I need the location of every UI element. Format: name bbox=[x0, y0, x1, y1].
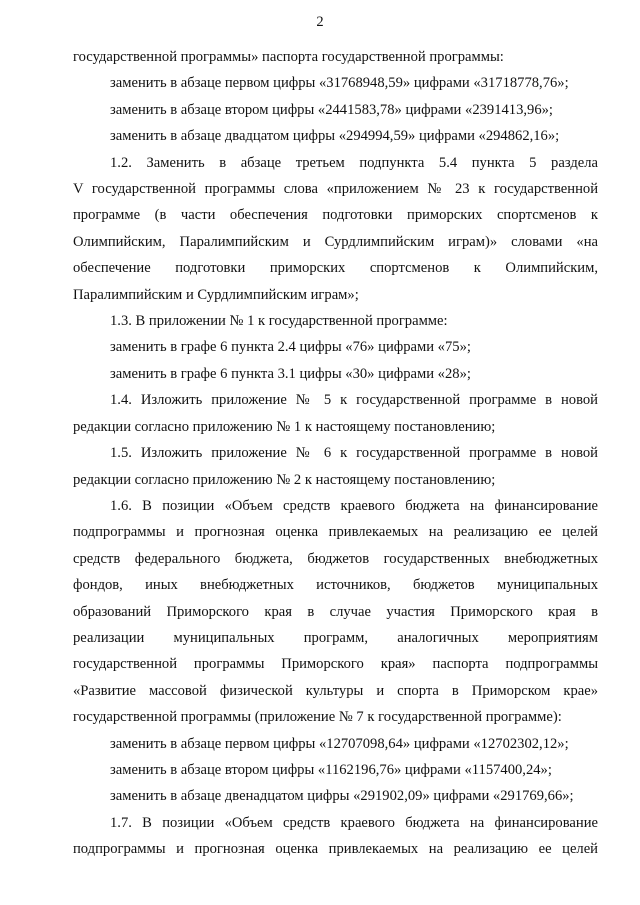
paragraph-replace-first-sub bbox=[73, 731, 598, 757]
paragraph-1-5 bbox=[73, 440, 598, 493]
text-line: 1.2. Заменить в абзаце третьем подпункта 5.4 пункта 5 раздела bbox=[110, 154, 598, 171]
paragraph-1-2 bbox=[73, 150, 598, 308]
text-line: V государственной программы слова «приложением № 23 к государственной bbox=[73, 181, 598, 198]
paragraph-replace-second-sub bbox=[73, 757, 598, 783]
text-line: заменить в абзаце первом цифры «31768948,59» цифрами «31718778,76»; bbox=[110, 75, 569, 92]
text-line: заменить в абзаце двадцатом цифры «294994,59» цифрами «294862,16»; bbox=[110, 128, 560, 145]
text-line: редакции согласно приложению № 1 к настоящему постановлению; bbox=[73, 418, 496, 435]
text-line: подпрограммы и прогнозная оценка привлекаемых на реализацию ее целей bbox=[73, 524, 598, 541]
text-line: подпрограммы и прогнозная оценка привлекаемых на реализацию ее целей bbox=[73, 841, 598, 858]
text-line: государственной программы Приморского края» паспорта подпрограммы bbox=[73, 656, 598, 673]
text-line: реализации муниципальных программ, аналогичных мероприятиям bbox=[73, 629, 598, 646]
text-line: 1.5. Изложить приложение № 6 к государственной программе в новой bbox=[110, 445, 598, 462]
paragraph-replace-3-1 bbox=[73, 361, 598, 387]
text-line: средств федерального бюджета, бюджетов государственных внебюджетных bbox=[73, 550, 598, 567]
paragraph-1-6 bbox=[73, 493, 598, 731]
text-line: заменить в абзаце втором цифры «2441583,78» цифрами «2391413,96»; bbox=[110, 101, 553, 118]
text-line: 1.7. В позиции «Объем средств краевого бюджета на финансирование bbox=[110, 814, 598, 831]
text-line: обеспечение подготовки приморских спортсменов к Олимпийским, bbox=[73, 260, 598, 277]
text-line: государственной программы» паспорта государственной программы: bbox=[73, 49, 504, 65]
paragraph-1-4 bbox=[73, 387, 598, 440]
text-line: 1.6. В позиции «Объем средств краевого бюджета на финансирование bbox=[110, 497, 598, 514]
paragraph-1-3 bbox=[73, 308, 598, 334]
text-line: Паралимпийским и Сурдлимпийским играм»; bbox=[73, 286, 359, 303]
paragraph-replace-twelfth-sub bbox=[73, 783, 598, 809]
text-line: Олимпийским, Паралимпийским и Сурдлимпийским играм)» словами «на bbox=[73, 233, 598, 250]
document-body bbox=[73, 44, 598, 863]
text-line: государственной программы (приложение № 7 к государственной программе): bbox=[73, 709, 562, 726]
paragraph-replace-2-4 bbox=[73, 334, 598, 360]
text-line: фондов, иных внебюджетных источников, бюджетов муниципальных bbox=[73, 577, 598, 594]
text-line: заменить в абзаце двенадцатом цифры «291902,09» цифрами «291769,66»; bbox=[110, 788, 574, 805]
text-line: заменить в графе 6 пункта 3.1 цифры «30» цифрами «28»; bbox=[110, 365, 471, 382]
paragraph-replace-twentieth bbox=[73, 123, 598, 149]
text-line: 1.4. Изложить приложение № 5 к государственной программе в новой bbox=[110, 392, 598, 409]
text-line: заменить в абзаце втором цифры «1162196,76» цифрами «1157400,24»; bbox=[110, 761, 552, 778]
page-number: 2 bbox=[316, 14, 324, 30]
text-line: «Развитие массовой физической культуры и спорта в Приморском крае» bbox=[73, 682, 598, 699]
text-line: программе (в части обеспечения подготовки приморских спортсменов к bbox=[73, 207, 598, 224]
paragraph-1-7 bbox=[73, 810, 598, 863]
text-line: редакции согласно приложению № 2 к настоящему постановлению; bbox=[73, 471, 496, 488]
text-line: заменить в графе 6 пункта 2.4 цифры «76» цифрами «75»; bbox=[110, 339, 471, 356]
paragraph-replace-second bbox=[73, 97, 598, 123]
paragraph-replace-first bbox=[73, 70, 598, 96]
text-line: образований Приморского края в случае участия Приморского края в bbox=[73, 603, 598, 620]
text-line: заменить в абзаце первом цифры «12707098,64» цифрами «12702302,12»; bbox=[110, 735, 569, 752]
text-line: 1.3. В приложении № 1 к государственной программе: bbox=[110, 313, 448, 330]
paragraph-continuation bbox=[73, 44, 598, 70]
